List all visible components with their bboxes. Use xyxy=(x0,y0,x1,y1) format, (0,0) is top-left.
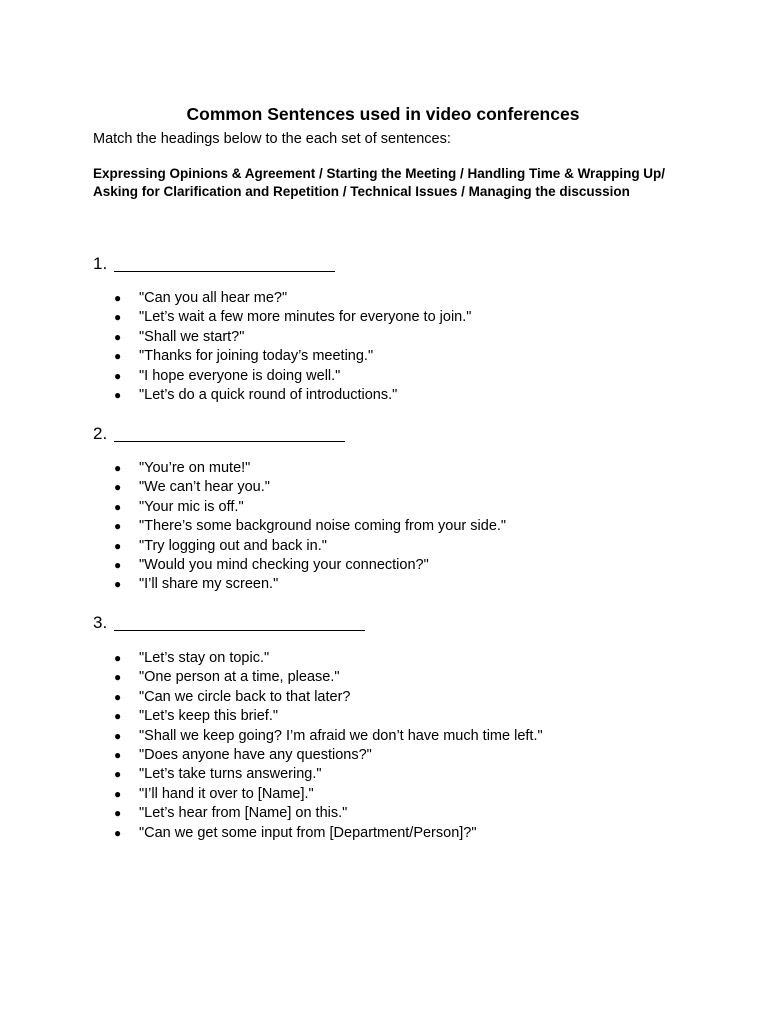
list-item xyxy=(114,498,506,517)
section-2-heading xyxy=(93,423,345,445)
item-text: "Let’s take turns answering." xyxy=(139,766,322,783)
list-item xyxy=(114,727,543,746)
bullet-icon: ● xyxy=(114,786,122,801)
list-item xyxy=(114,478,506,497)
item-text: "Shall we start?" xyxy=(139,328,245,345)
list-item xyxy=(114,668,543,687)
item-text: "Can we circle back to that later? xyxy=(139,688,351,705)
bullet-icon: ● xyxy=(114,689,122,704)
bullet-icon: ● xyxy=(114,806,122,821)
list-item xyxy=(114,537,506,556)
bullet-icon: ● xyxy=(114,747,122,762)
bullet-icon: ● xyxy=(114,538,122,553)
bullet-icon: ● xyxy=(114,825,122,840)
item-text: "Shall we keep going? I’m afraid we don’t have much time left." xyxy=(139,727,543,744)
item-text: "Try logging out and back in." xyxy=(139,537,327,554)
item-text: "Let’s keep this brief." xyxy=(139,708,278,725)
item-text: "Let’s stay on topic." xyxy=(139,650,270,666)
instruction-text: Match the headings below to the each set of sentences: xyxy=(93,131,451,147)
section-number: 2. xyxy=(93,424,108,443)
bullet-icon: ● xyxy=(114,291,122,305)
list-item xyxy=(114,649,543,668)
item-text: "I’ll hand it over to [Name]." xyxy=(139,785,314,802)
section-3-heading xyxy=(93,612,365,634)
list-item xyxy=(114,459,506,478)
item-text: "Does anyone have any questions?" xyxy=(139,746,372,763)
answer-blank-line xyxy=(114,271,335,272)
list-item xyxy=(114,289,471,308)
item-text: "Let’s wait a few more minutes for everyone to join." xyxy=(139,309,472,326)
list-item xyxy=(114,707,543,726)
list-item xyxy=(114,575,506,594)
list-item xyxy=(114,804,543,823)
bullet-icon: ● xyxy=(114,651,122,665)
bullet-icon: ● xyxy=(114,480,122,495)
section-2-list xyxy=(114,459,506,595)
item-text: "We can’t hear you." xyxy=(139,479,270,496)
list-item xyxy=(114,328,471,347)
bullet-icon: ● xyxy=(114,329,122,344)
list-item xyxy=(114,517,506,536)
list-item xyxy=(114,765,543,784)
bullet-icon: ● xyxy=(114,709,122,724)
item-text: "Thanks for joining today’s meeting." xyxy=(139,348,374,365)
item-text: "One person at a time, please." xyxy=(139,669,340,686)
bullet-icon: ● xyxy=(114,557,122,572)
item-text: "Let’s do a quick round of introductions." xyxy=(139,386,398,403)
bullet-icon: ● xyxy=(114,387,122,402)
list-item xyxy=(114,367,471,386)
list-item xyxy=(114,347,471,366)
bullet-icon: ● xyxy=(114,368,122,383)
list-item xyxy=(114,785,543,804)
item-text: "I hope everyone is doing well." xyxy=(139,367,341,384)
section-number: 3. xyxy=(93,613,108,632)
answer-blank-line xyxy=(114,630,365,631)
section-3-list xyxy=(114,649,543,843)
list-item xyxy=(114,386,471,405)
item-text: "Can we get some input from [Department/Person]?" xyxy=(139,824,477,841)
bullet-icon: ● xyxy=(114,728,122,743)
section-1-heading xyxy=(93,253,335,275)
section-1-list xyxy=(114,289,471,405)
page-title: Common Sentences used in video conferences xyxy=(186,104,580,124)
list-item xyxy=(114,308,471,327)
item-text: "I’ll share my screen." xyxy=(139,576,279,593)
bullet-icon: ● xyxy=(114,767,122,782)
bullet-icon: ● xyxy=(114,499,122,514)
list-item xyxy=(114,688,543,707)
section-number: 1. xyxy=(93,254,108,273)
list-item xyxy=(114,824,543,843)
bullet-icon: ● xyxy=(114,577,122,592)
item-text: "Would you mind checking your connection?" xyxy=(139,556,429,573)
bullet-icon: ● xyxy=(114,519,122,534)
item-text: "You’re on mute!" xyxy=(139,460,251,476)
answer-blank-line xyxy=(114,441,345,442)
bullet-icon: ● xyxy=(114,349,122,364)
headings-list: Expressing Opinions & Agreement / Starting the Meeting / Handling Time & Wrapping Up/ Asking for Clarification and Repetition / Technical Issues / Managing the discussion xyxy=(93,166,666,199)
bullet-icon: ● xyxy=(114,310,122,325)
item-text: "There’s some background noise coming from your side." xyxy=(139,518,507,535)
bullet-icon: ● xyxy=(114,670,122,685)
item-text: "Your mic is off." xyxy=(139,498,244,515)
item-text: "Can you all hear me?" xyxy=(139,290,288,306)
item-text: "Let’s hear from [Name] on this." xyxy=(139,805,348,822)
list-item xyxy=(114,746,543,765)
list-item xyxy=(114,556,506,575)
bullet-icon: ● xyxy=(114,461,122,475)
